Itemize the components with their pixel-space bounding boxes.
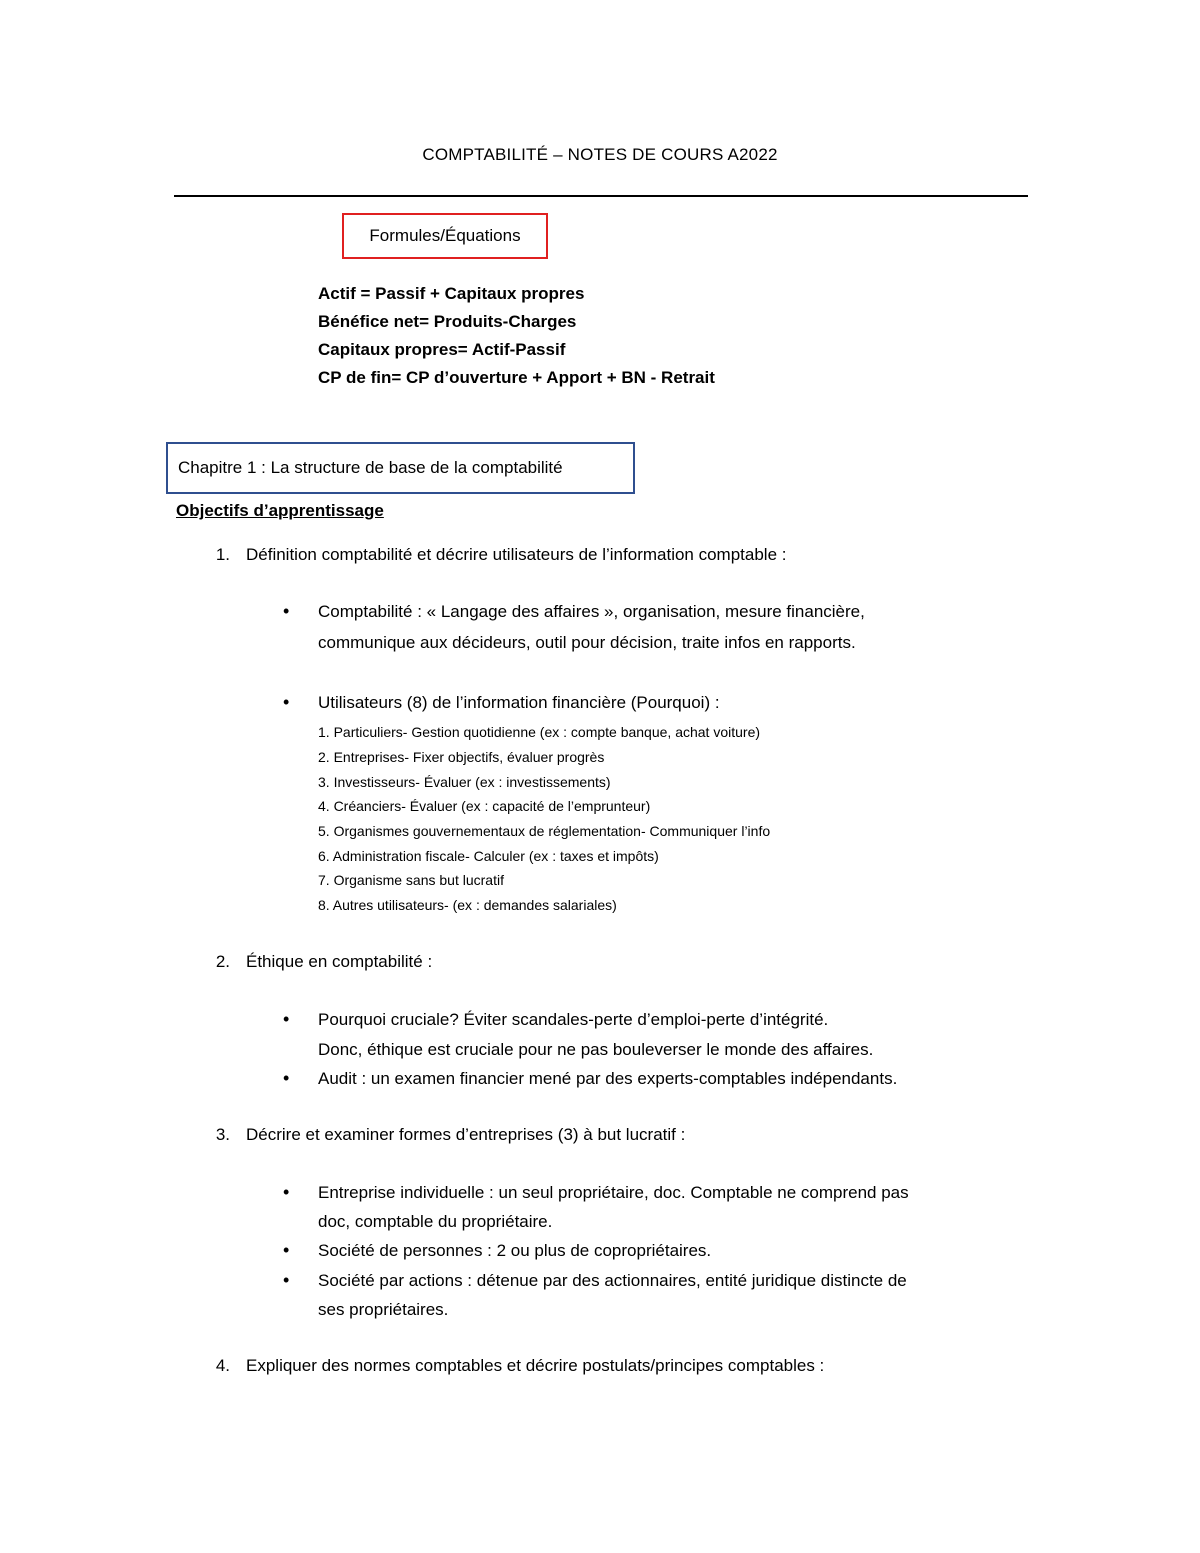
chapter-title: Chapitre 1 : La structure de base de la comptabilité [178, 458, 563, 477]
section-title: Expliquer des normes comptables et décrire postulats/principes comptables : [246, 1356, 825, 1375]
bullet-text-line: ses propriétaires. [318, 1300, 449, 1319]
formulas-box-label: Formules/Équations [369, 226, 521, 245]
bullet-text-line: Pourquoi cruciale? Éviter scandales-perte d’emploi-perte d’intégrité. [318, 1010, 829, 1029]
bullet-text-line: Comptabilité : « Langage des affaires », organisation, mesure financière, [318, 602, 865, 621]
bullet-text-line: Utilisateurs (8) de l’information financière (Pourquoi) : [318, 693, 720, 712]
bullet-text-line: Audit : un examen financier mené par des experts-comptables indépendants. [318, 1069, 898, 1088]
section-number: 4. [215, 1356, 230, 1375]
section-number: 1. [215, 545, 230, 564]
bullet-marker: • [283, 601, 290, 621]
bullet-text-line: doc, comptable du propriétaire. [318, 1212, 553, 1231]
list-item: 7. Organisme sans but lucratif [318, 872, 504, 888]
bullet-text-line: Entreprise individuelle : un seul propriétaire, doc. Comptable ne comprend pas [318, 1183, 909, 1202]
bullet-marker: • [283, 1068, 290, 1088]
list-item: 6. Administration fiscale- Calculer (ex : taxes et impôts) [318, 848, 659, 864]
list-item: 1. Particuliers- Gestion quotidienne (ex : compte banque, achat voiture) [318, 724, 761, 740]
section-title: Décrire et examiner formes d’entreprises (3) à but lucratif : [246, 1125, 686, 1144]
formulas-box [342, 213, 548, 259]
bullet-marker: • [283, 692, 290, 712]
header-divider [174, 195, 1028, 197]
document-title: COMPTABILITÉ – NOTES DE COURS A2022 [422, 145, 778, 164]
bullet-text-line: communique aux décideurs, outil pour décision, traite infos en rapports. [318, 633, 856, 652]
list-item: 4. Créanciers- Évaluer (ex : capacité de l’emprunteur) [318, 798, 651, 814]
bullet-marker: • [283, 1182, 290, 1202]
section-number: 3. [215, 1125, 230, 1144]
formula-line: Actif = Passif + Capitaux propres [318, 284, 585, 303]
bullet-marker: • [283, 1270, 290, 1290]
section-title: Éthique en comptabilité : [246, 952, 433, 971]
chapter-box [166, 442, 635, 494]
bullet-text-line: Société de personnes : 2 ou plus de copropriétaires. [318, 1241, 712, 1260]
formula-line: CP de fin= CP d’ouverture + Apport + BN - Retrait [318, 368, 715, 387]
list-item: 5. Organismes gouvernementaux de réglementation- Communiquer l’info [318, 823, 771, 839]
list-item: 8. Autres utilisateurs- (ex : demandes salariales) [318, 897, 617, 913]
bullet-text-line: Société par actions : détenue par des actionnaires, entité juridique distincte de [318, 1271, 907, 1290]
section-title: Définition comptabilité et décrire utilisateurs de l’information comptable : [246, 545, 787, 564]
objectives-heading: Objectifs d’apprentissage [176, 501, 384, 520]
list-item: 2. Entreprises- Fixer objectifs, évaluer progrès [318, 749, 605, 765]
section-number: 2. [215, 952, 230, 971]
formula-line: Bénéfice net= Produits-Charges [318, 312, 577, 331]
bullet-marker: • [283, 1240, 290, 1260]
bullet-marker: • [283, 1009, 290, 1029]
list-item: 3. Investisseurs- Évaluer (ex : investissements) [318, 774, 611, 790]
formula-line: Capitaux propres= Actif-Passif [318, 340, 566, 359]
bullet-text-line: Donc, éthique est cruciale pour ne pas bouleverser le monde des affaires. [318, 1040, 874, 1059]
